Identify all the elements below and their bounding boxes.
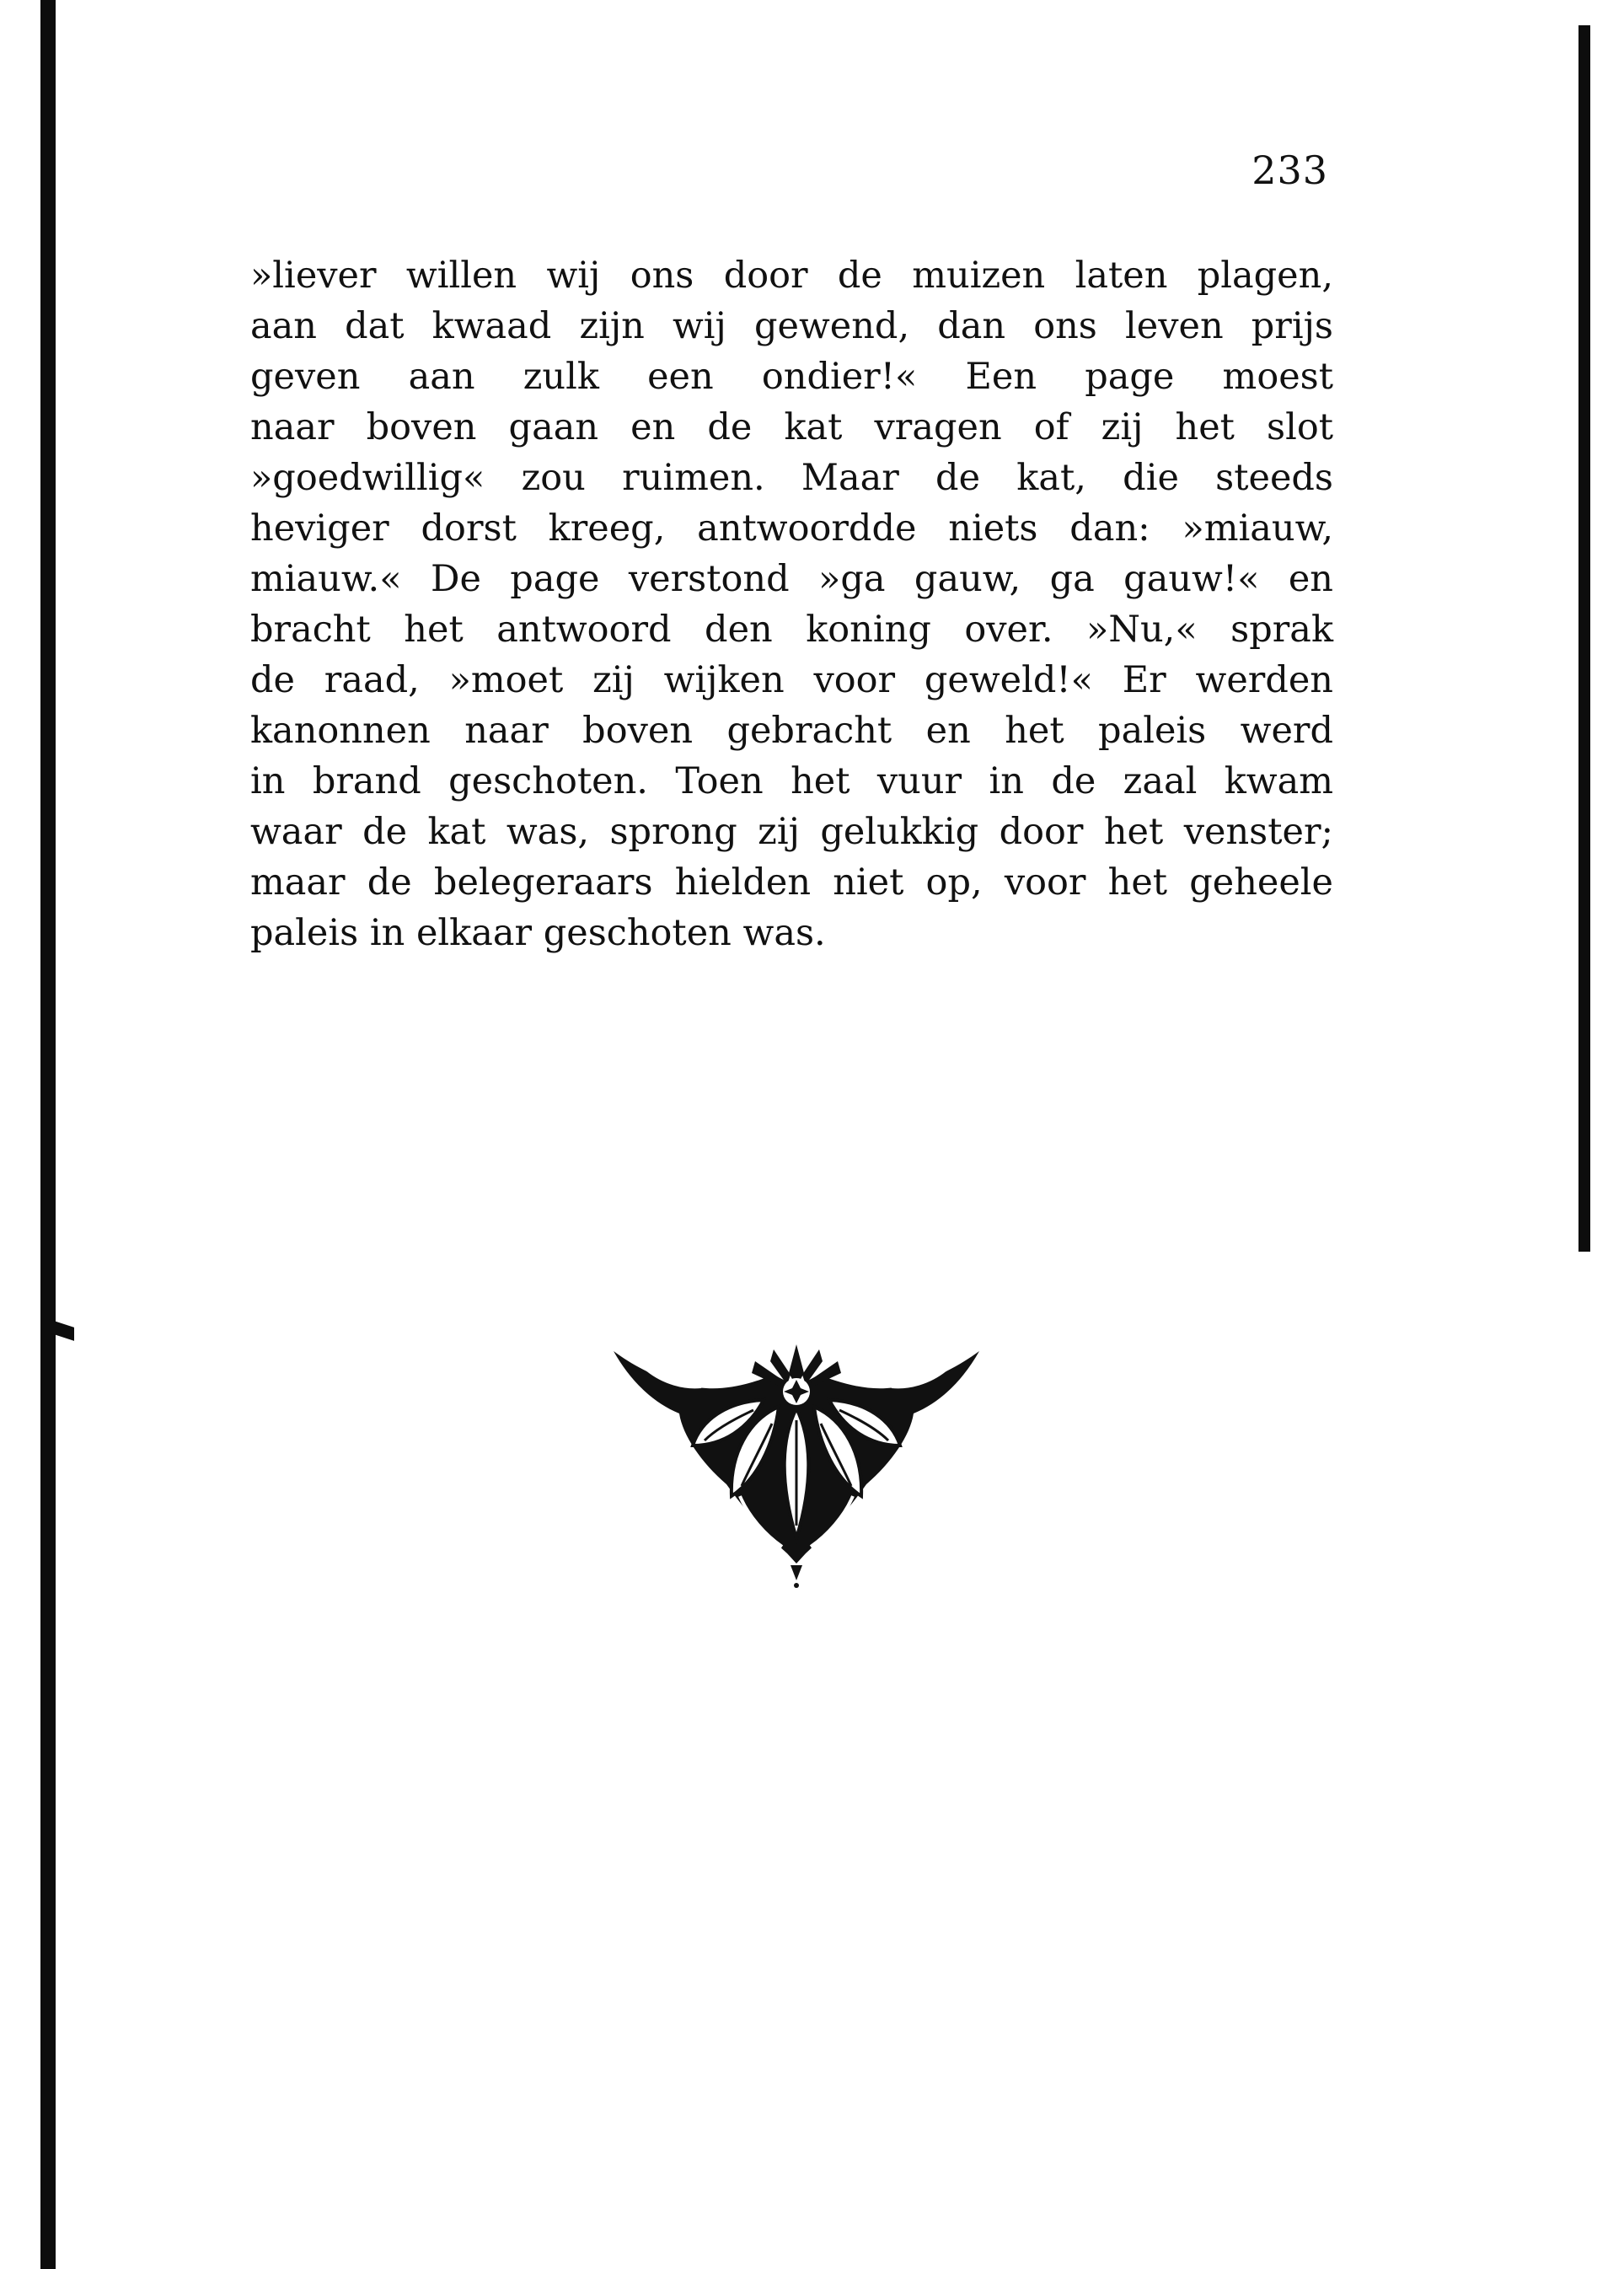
floral-tailpiece-icon [614, 1336, 979, 1589]
text-line: de raad, »moet zij wijken voor geweld!« Er werden [250, 659, 1333, 701]
binding-edge-left [40, 0, 56, 2269]
text-line: paleis in elkaar geschoten was. [250, 912, 826, 954]
text-line: heviger dorst kreeg, antwoordde niets dan: »miauw, [250, 507, 1333, 550]
text-line: aan dat kwaad zijn wij gewend, dan ons leven prijs [250, 305, 1333, 347]
body-text [250, 250, 1333, 958]
text-line: in brand geschoten. Toen het vuur in de zaal kwam [250, 760, 1333, 802]
text-line: »liever willen wij ons door de muizen laten plagen, [250, 255, 1333, 297]
text-line: geven aan zulk een ondier!« Een page moest [250, 356, 1333, 398]
text-line: waar de kat was, sprong zij gelukkig door het venster; [250, 811, 1333, 853]
binding-edge-right [1578, 25, 1590, 1252]
text-line: miauw.« De page verstond »ga gauw, ga gauw!« en [250, 558, 1333, 600]
text-line: »goedwillig« zou ruimen. Maar de kat, die steeds [250, 457, 1333, 499]
text-line: bracht het antwoord den koning over. »Nu,« sprak [250, 609, 1333, 651]
page-number: 233 [1251, 148, 1328, 193]
text-line: maar de belegeraars hielden niet op, voor het geheele [250, 861, 1333, 904]
text-line: kanonnen naar boven gebracht en het paleis werd [250, 710, 1333, 752]
text-line: naar boven gaan en de kat vragen of zij het slot [250, 406, 1333, 448]
